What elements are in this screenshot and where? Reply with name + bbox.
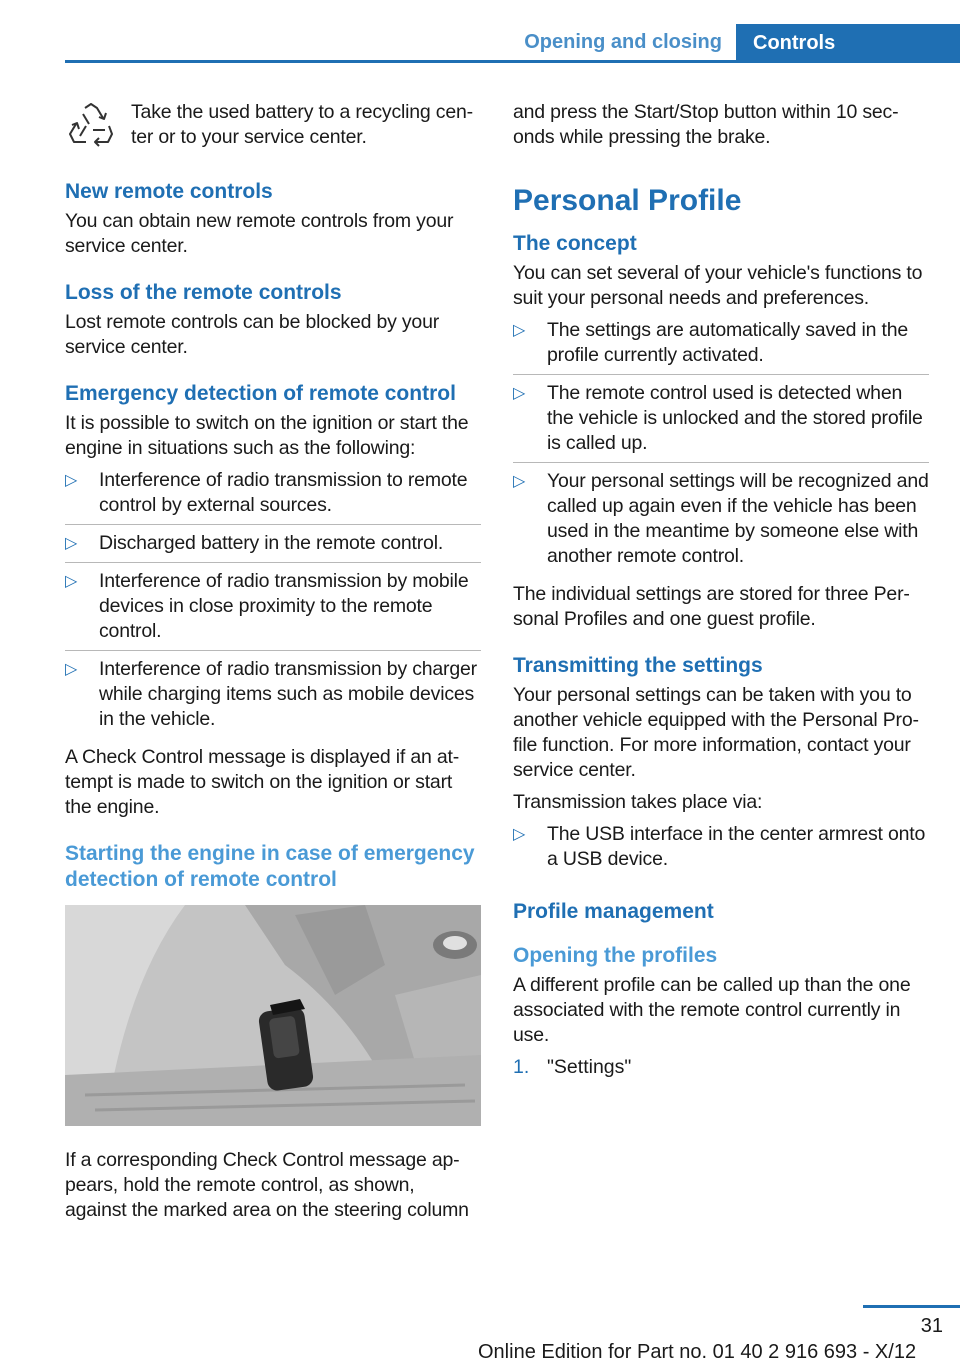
heading-profile-management: Profile management bbox=[513, 900, 714, 923]
list-item: ▷ Interference of radio transmission to remote control by external sources. bbox=[65, 468, 481, 525]
text-individual-settings: The individual settings are stored for three Per‐sonal Profiles and one guest profile. bbox=[513, 583, 910, 630]
list-item: ▷ Your personal settings will be recognized and called up again even if the vehicle has been used in the meantime by someone else with another remote control. bbox=[513, 470, 929, 567]
heading-personal-profile: Personal Profile bbox=[513, 184, 742, 217]
step-text: "Settings" bbox=[547, 1056, 632, 1078]
header-section: Opening and closing bbox=[524, 31, 722, 53]
right-column bbox=[513, 100, 929, 1080]
step-item bbox=[513, 1055, 929, 1080]
triangle-bullet-icon: ▷ bbox=[65, 472, 78, 489]
page-number: 31 bbox=[920, 1315, 943, 1337]
text-loss-of-remote-controls: Lost remote controls can be blocked by your service center. bbox=[65, 311, 440, 358]
list-item: ▷ The settings are automatically saved in the profile currently activated. bbox=[513, 318, 929, 375]
heading-the-concept: The concept bbox=[513, 232, 637, 255]
list-item: ▷ The USB interface in the center armrest onto a USB device. bbox=[513, 823, 926, 870]
heading-loss-of-remote-controls: Loss of the remote controls bbox=[65, 281, 342, 304]
footer-rule bbox=[863, 1305, 960, 1308]
text-transmitting-settings: Your personal settings can be taken with you to another vehicle equipped with the Personal Pro‐file function. For more information, contact your service center. bbox=[513, 684, 919, 781]
emergency-list bbox=[65, 468, 481, 738]
step-number: 1. bbox=[513, 1056, 530, 1078]
left-column bbox=[65, 100, 481, 1230]
heading-new-remote-controls: New remote controls bbox=[65, 180, 273, 203]
recycle-text: Take the used battery to a recycling cen‐ter or to your service center. bbox=[131, 101, 473, 148]
triangle-bullet-icon: ▷ bbox=[513, 322, 526, 339]
text-new-remote-controls: You can obtain new remote controls from your service center. bbox=[65, 210, 454, 257]
heading-emergency-detection: Emergency detection of remote control bbox=[65, 382, 456, 405]
transmission-list bbox=[513, 822, 929, 878]
list-item: ▷ Discharged battery in the remote control. bbox=[65, 531, 481, 563]
text-emergency-intro: It is possible to switch on the ignition or start the engine in situations such as the following: bbox=[65, 412, 469, 459]
text-the-concept: You can set several of your vehicle's functions to suit your personal needs and preferences. bbox=[513, 262, 923, 309]
header-tab-controls: Controls bbox=[736, 24, 960, 63]
heading-opening-profiles: Opening the profiles bbox=[513, 944, 718, 967]
header-rule bbox=[65, 60, 960, 63]
triangle-bullet-icon: ▷ bbox=[65, 661, 78, 678]
list-item: ▷ The remote control used is detected when the vehicle is unlocked and the stored profile is called up. bbox=[513, 381, 929, 463]
text-continued: and press the Start/Stop button within 10 sec‐onds while pressing the brake. bbox=[513, 101, 899, 148]
opening-steps bbox=[513, 1055, 929, 1080]
text-opening-profiles: A different profile can be called up than the one associated with the remote control currently in use. bbox=[513, 974, 911, 1046]
list-item: ▷ Interference of radio transmission by mobile devices in close proximity to the remote control. bbox=[65, 569, 481, 651]
triangle-bullet-icon: ▷ bbox=[513, 473, 526, 490]
list-item: ▷ Interference of radio transmission by charger while charging items such as mobile devices in the vehicle. bbox=[65, 658, 477, 730]
edition-note: Online Edition for Part no. 01 40 2 916 693 - X/12 bbox=[478, 1341, 917, 1363]
text-starting-engine: If a corresponding Check Control message ap‐pears, hold the remote control, as shown, against the marked area on the steering column bbox=[65, 1149, 469, 1221]
triangle-bullet-icon: ▷ bbox=[65, 573, 78, 590]
triangle-bullet-icon: ▷ bbox=[513, 826, 526, 843]
heading-starting-engine: Starting the engine in case of emergency detection of remote control bbox=[65, 842, 475, 891]
text-transmission-via: Transmission takes place via: bbox=[513, 791, 763, 813]
heading-transmitting-settings: Transmitting the settings bbox=[513, 654, 763, 677]
recycle-note bbox=[65, 100, 481, 157]
triangle-bullet-icon: ▷ bbox=[513, 385, 526, 402]
recycle-icon bbox=[65, 100, 131, 157]
concept-list bbox=[513, 318, 929, 575]
steering-column-photo bbox=[65, 905, 481, 1126]
triangle-bullet-icon: ▷ bbox=[65, 535, 78, 552]
text-check-control-message: A Check Control message is displayed if an at‐tempt is made to switch on the ignition or start the engine. bbox=[65, 746, 459, 818]
